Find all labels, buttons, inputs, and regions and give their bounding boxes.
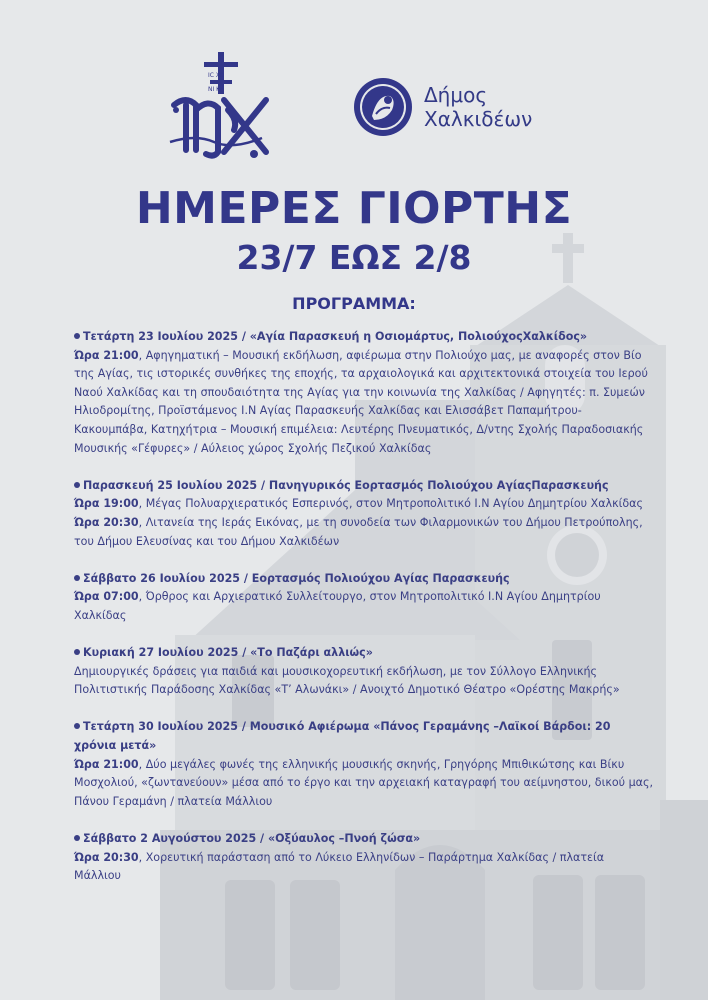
bullet-icon (74, 649, 80, 655)
program-list (74, 328, 654, 904)
metropolis-monogram-logo (166, 50, 276, 162)
svg-text:IC XC: IC XC (208, 72, 224, 79)
event-entry (74, 588, 654, 625)
program-event (74, 718, 654, 811)
bullet-icon (74, 575, 80, 581)
event-description: , Όρθρος και Αρχιερατικό Συλλείτουργο, στον Μητροπολιτικό Ι.Ν Αγίου Δημητρίου Χαλκίδας (74, 590, 601, 622)
program-event (74, 570, 654, 626)
program-event (74, 328, 654, 458)
municipality-name-line2: Χαλκιδέων (424, 107, 533, 131)
event-heading-text: Τετάρτη 23 Ιουλίου 2025 / «Αγία Παρασκευή η Οσιομάρτυς, ΠολιούχοςΧαλκίδος» (83, 330, 588, 343)
event-description: , Αφηγηματική – Μουσική εκδήλωση, αφιέρωμα στην Πολιούχο μας, με αναφορές στον Βίο της Αγίας, τις ιστορικές συνθήκες της εποχής, τα αρχαιολογικά και αρχιτεκτονικά στοιχεία του Ιερού Ναού Χαλκίδας και τη σπουδαιότητα της Αγίας για την κοινωνία της Χαλκίδας / Αφηγητές: π. Συμεών Ηλιοδρομίτης, Προϊστάμενος Ι.Ν Αγίας Παρασκευής Χαλκίδας και Ελισσάβετ Παπαμήτρου-Κακουμπάβα, Κατηχήτρια – Μουσική επιμέλεια: Λευτέρης Πνευματικός, Δ/ντης Σχολής Παραδοσιακής Μουσικής «Γέφυρες» / Αύλειος χώρος Σχολής Πεζικού Χαλκίδας (74, 348, 648, 455)
event-time: Ώρα 21:00 (74, 757, 139, 771)
event-description: , Δύο μεγάλες φωνές της ελληνικής μουσικής σκηνής, Γρηγόρης Μπιθικώτσης και Βίκυ Μοσχολιού, «ζωντανεύουν» μέσα από το έργο και την αρχειακή καταγραφή του αείμνηστου, δικού μας, Πάνου Γεραμάνη / πλατεία Μάλλιου (74, 757, 654, 808)
event-heading (74, 570, 654, 589)
svg-text:NI KA: NI KA (208, 86, 225, 93)
event-heading (74, 477, 654, 496)
event-time: Ώρα 21:00 (74, 348, 139, 362)
event-description: , Μέγας Πολυαρχιερατικός Εσπερινός, στον Μητροπολιτικό Ι.Ν Αγίου Δημητρίου Χαλκίδας (138, 497, 643, 511)
bullet-icon (74, 835, 80, 841)
event-time: Ώρα 20:30 (74, 850, 139, 864)
municipality-logo (352, 76, 532, 138)
event-heading (74, 644, 654, 663)
event-description: Δημιουργικές δράσεις για παιδιά και μουσικοχορευτική εκδήλωση, με τον Σύλλογο Ελληνικής Πολιτιστικής Παράδοσης Χαλκίδας «Τ’ Αλωνάκι» / Ανοιχτό Δημοτικό Θέατρο «Ορέστης Μακρής» (74, 664, 620, 697)
event-time: Ώρα 07:00 (74, 590, 139, 604)
event-description: , Λιτανεία της Ιεράς Εικόνας, με τη συνοδεία των Φιλαρμονικών του Δήμου Πετρούπολης, του Δήμου Ελευσίνας και του Δήμου Χαλκιδέων (74, 515, 643, 548)
event-heading-text: Κυριακή 27 Ιουλίου 2025 / «Το Παζάρι αλλιώς» (83, 646, 373, 660)
event-heading (74, 718, 654, 755)
program-event (74, 644, 654, 700)
event-heading-text: Σάββατο 26 Ιουλίου 2025 / Εορτασμός Πολιούχου Αγίας Παρασκευής (83, 571, 510, 585)
event-entry (74, 514, 654, 551)
event-heading (74, 830, 654, 849)
event-entry (74, 495, 654, 514)
event-time: Ώρα 20:30 (74, 515, 139, 529)
event-heading-text: Παρασκευή 25 Ιουλίου 2025 / Πανηγυρικός Εορτασμός Πολιούχου ΑγίαςΠαρασκευής (83, 478, 609, 492)
municipality-seal-icon (352, 76, 414, 138)
event-entry (74, 347, 654, 459)
page-title: ΗΜΕΡΕΣ ΓΙΟΡΤΗΣ (135, 183, 573, 234)
event-heading-text: Τετάρτη 30 Ιουλίου 2025 / Μουσικό Αφιέρωμα «Πάνος Γεραμάνης –Λαϊκοί Βάρδοι: 20 χρόνια μετά» (74, 720, 611, 753)
event-time: Ώρα 19:00 (74, 497, 139, 511)
event-heading (74, 328, 654, 347)
program-event (74, 830, 654, 886)
date-range: 23/7 ΕΩΣ 2/8 (236, 238, 472, 277)
municipality-name-line1: Δήμος (424, 83, 488, 107)
program-event (74, 477, 654, 551)
event-heading-text: Σάββατο 2 Αυγούστου 2025 / «Οξύαυλος –Πνοή ζώσα» (83, 832, 421, 846)
bullet-icon (74, 723, 80, 729)
bullet-icon (74, 333, 80, 339)
event-entry (74, 756, 654, 812)
event-entry (74, 663, 654, 700)
event-entry (74, 849, 654, 886)
program-heading: ΠΡΟΓΡΑΜΜΑ: (292, 294, 416, 313)
bullet-icon (74, 482, 80, 488)
event-description: , Χορευτική παράσταση από το Λύκειο Ελληνίδων – Παράρτημα Χαλκίδας / πλατεία Μάλλιου (74, 850, 605, 883)
